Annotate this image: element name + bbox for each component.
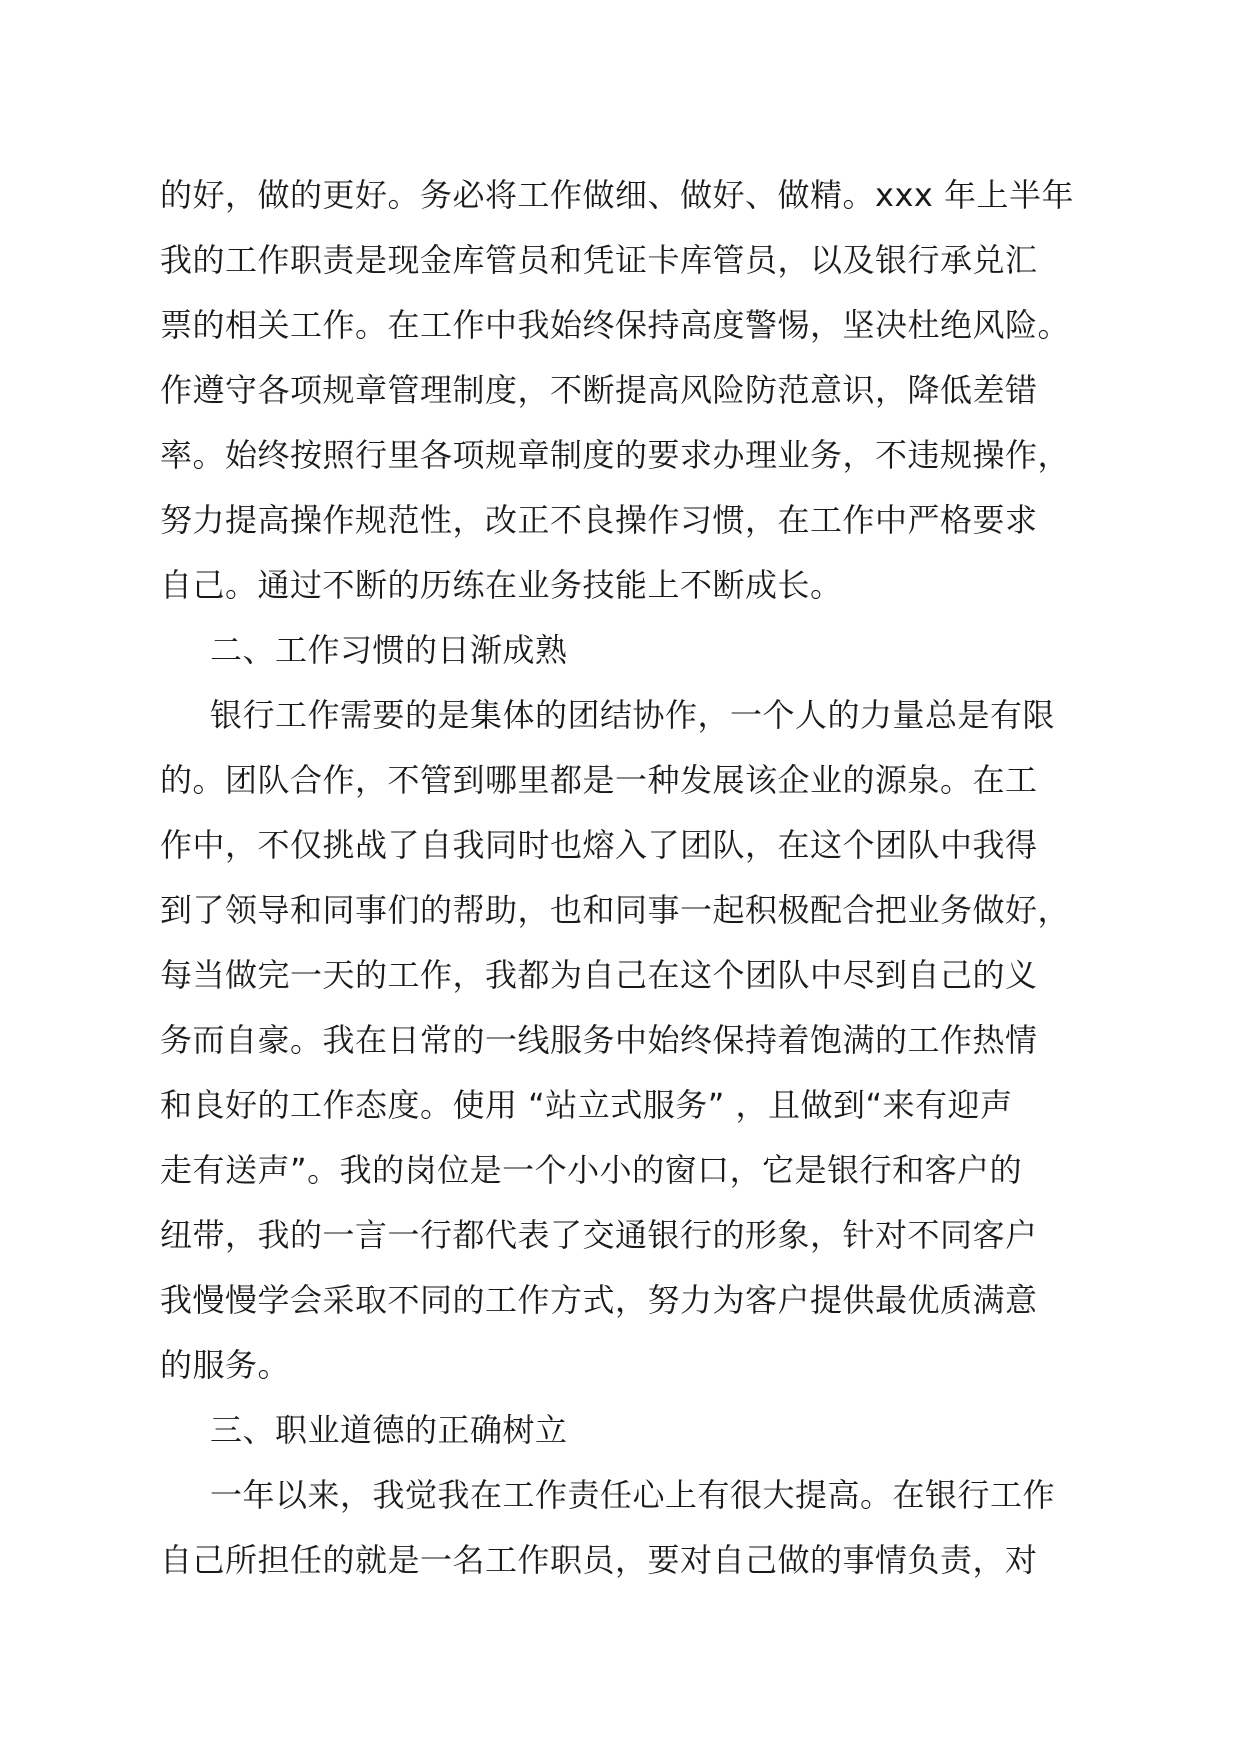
body-text-line: 作遵守各项规章管理制度，不断提高风险防范意识，降低差错 — [160, 371, 1038, 409]
body-text-line: 作中，不仅挑战了自我同时也熔入了团队，在这个团队中我得 — [160, 826, 1038, 864]
body-text-line: 的。团队合作，不管到哪里都是一种发展该企业的源泉。在工 — [160, 761, 1038, 799]
body-text-line: 努力提高操作规范性，改正不良操作习惯，在工作中严格要求 — [160, 501, 1038, 539]
section-heading: 二、工作习惯的日渐成熟 — [210, 631, 568, 669]
body-text-line: 一年以来，我觉我在工作责任心上有很大提高。在银行工作 — [210, 1476, 1056, 1514]
body-text-line: 我的工作职责是现金库管员和凭证卡库管员，以及银行承兑汇 — [160, 241, 1038, 279]
body-text-line: 票的相关工作。在工作中我始终保持高度警惕，坚决杜绝风险。 — [160, 306, 1071, 344]
body-text-line: 自己。通过不断的历练在业务技能上不断成长。 — [160, 566, 843, 604]
body-text-line: 的好，做的更好。务必将工作做细、做好、做精。xxx 年上半年 — [160, 176, 1074, 214]
body-text-line: 和良好的工作态度。使用 “站立式服务” ，且做到“来有迎声 — [160, 1086, 1013, 1124]
body-text-line: 率。始终按照行里各项规章制度的要求办理业务，不违规操作， — [160, 436, 1071, 474]
body-text-line: 纽带，我的一言一行都代表了交通银行的形象，针对不同客户 — [160, 1216, 1038, 1254]
body-text-line: 走有送声”。我的岗位是一个小小的窗口，它是银行和客户的 — [160, 1151, 1023, 1189]
section-heading: 三、职业道德的正确树立 — [210, 1411, 568, 1449]
body-text-line: 自己所担任的就是一名工作职员，要对自己做的事情负责，对 — [160, 1541, 1038, 1579]
body-text-line: 的服务。 — [160, 1346, 291, 1384]
body-text-line: 银行工作需要的是集体的团结协作，一个人的力量总是有限 — [210, 696, 1056, 734]
body-text-line: 务而自豪。我在日常的一线服务中始终保持着饱满的工作热情 — [160, 1021, 1038, 1059]
body-text-line: 我慢慢学会采取不同的工作方式，努力为客户提供最优质满意 — [160, 1281, 1038, 1319]
body-text-line: 每当做完一天的工作，我都为自己在这个团队中尽到自己的义 — [160, 956, 1038, 994]
body-text-line: 到了领导和同事们的帮助，也和同事一起积极配合把业务做好， — [160, 891, 1071, 929]
